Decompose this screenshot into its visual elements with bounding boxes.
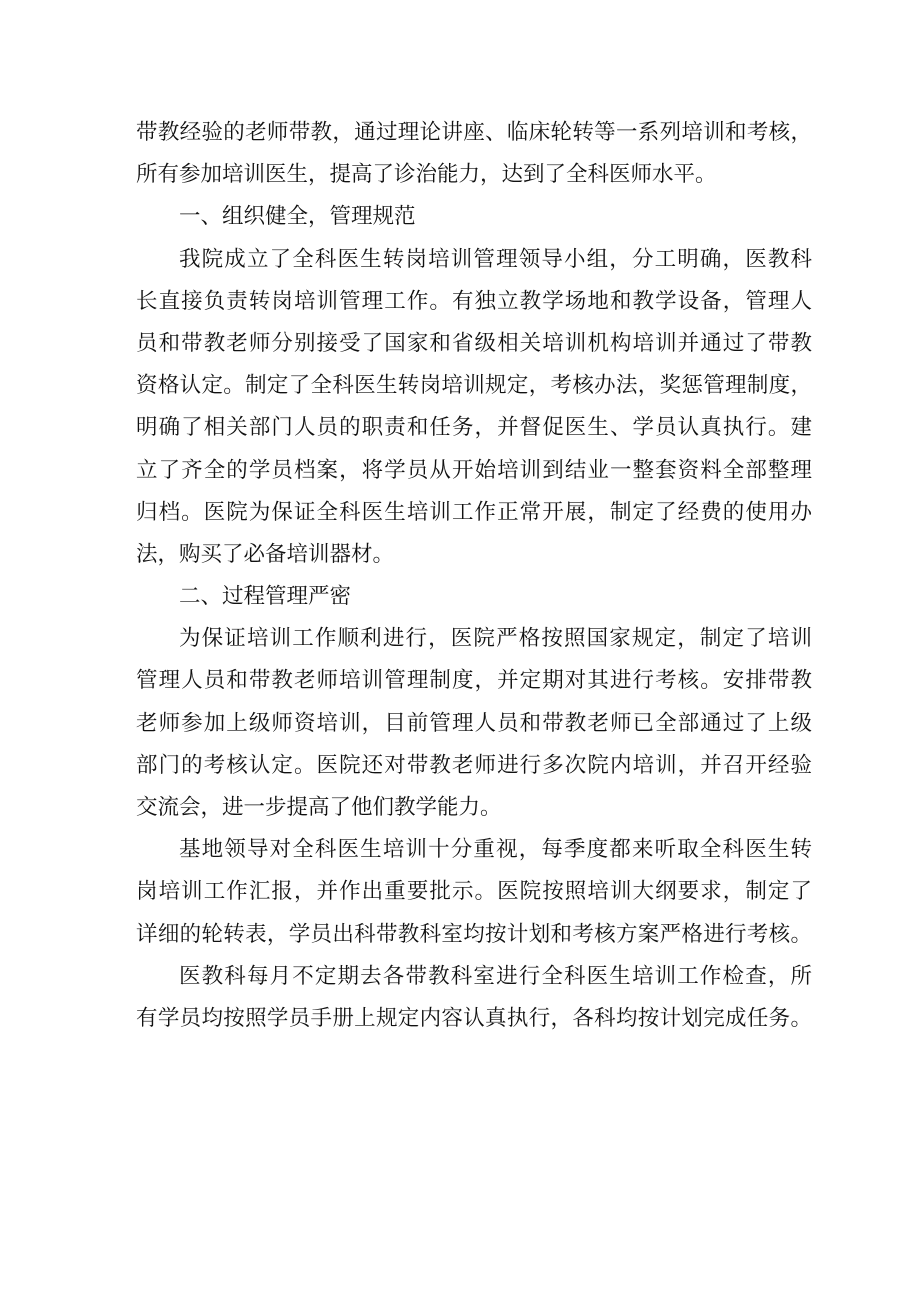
text-line: 岗培训工作汇报，并作出重要批示。医院按照培训大纲要求，制定了 [136, 879, 812, 905]
text-line: 有学员均按照学员手册上规定内容认真执行，各科均按计划完成任务。 [136, 1005, 812, 1031]
section-heading-1 [136, 196, 812, 238]
text-line: 长直接负责转岗培训管理工作。有独立教学场地和教学设备，管理人 [136, 288, 812, 314]
text-line: 部门的考核认定。医院还对带教老师进行多次院内培训，并召开经验 [136, 752, 812, 778]
text-line: 法，购买了必备培训器材。 [136, 541, 395, 567]
text-line: 归档。医院为保证全科医生培训工作正常开展，制定了经费的使用办 [136, 499, 812, 525]
document-page [136, 112, 812, 1040]
text-line: 管理人员和带教老师培训管理制度，并定期对其进行考核。安排带教 [136, 668, 812, 694]
text-line: 为保证培训工作顺利进行，医院严格按照国家规定，制定了培训 [179, 626, 812, 652]
text-line: 交流会，进一步提高了他们教学能力。 [136, 795, 502, 820]
text-line: 带教经验的老师带教，通过理论讲座、临床轮转等一系列培训和考核， [136, 120, 812, 145]
section-heading-2 [136, 576, 812, 618]
text-line: 明确了相关部门人员的职责和任务，并督促医生、学员认真执行。建 [136, 415, 812, 441]
paragraph-inspection [136, 956, 812, 1040]
text-line: 医教科每月不定期去各带教科室进行全科医生培训工作检查，所 [179, 963, 812, 989]
heading-text: 二、过程管理严密 [179, 584, 352, 610]
heading-text: 一、组织健全，管理规范 [179, 204, 416, 230]
paragraph-process [136, 618, 812, 829]
paragraph-organization [136, 239, 812, 577]
paragraph-intro [136, 112, 812, 196]
text-line: 基地领导对全科医生培训十分重视，每季度都来听取全科医生转 [179, 837, 812, 863]
text-line: 资格认定。制定了全科医生转岗培训规定，考核办法，奖惩管理制度， [136, 373, 812, 399]
text-line: 老师参加上级师资培训，目前管理人员和带教老师已全部通过了上级 [136, 710, 812, 736]
text-line: 立了齐全的学员档案，将学员从开始培训到结业一整套资料全部整理 [136, 457, 812, 483]
text-line: 所有参加培训医生，提高了诊治能力，达到了全科医师水平。 [136, 162, 717, 188]
paragraph-leadership [136, 829, 812, 956]
text-line: 详细的轮转表，学员出科带教科室均按计划和考核方案严格进行考核。 [136, 921, 812, 947]
text-line: 员和带教老师分别接受了国家和省级相关培训机构培训并通过了带教 [136, 330, 812, 356]
text-line: 我院成立了全科医生转岗培训管理领导小组，分工明确，医教科 [179, 246, 812, 272]
